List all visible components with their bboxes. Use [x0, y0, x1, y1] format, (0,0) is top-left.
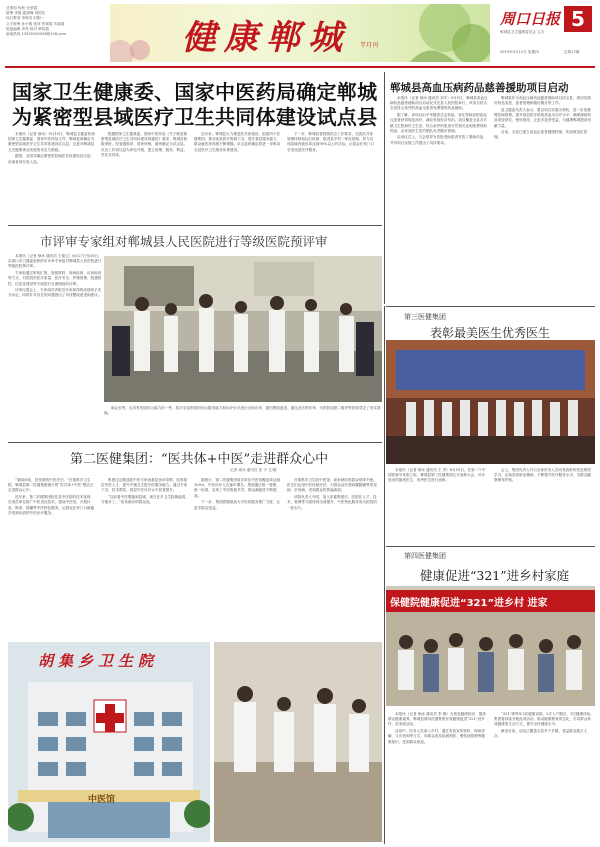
lead-article-col3: 近年来，郸城县大力推进医共体建设，组建四个医健集团，推动优质医疗资源下沉，提升基层服务能力，群众就医获得感不断增强。试点县的确定将进一步推动全县医疗卫生服务体系建设。: [194, 132, 281, 152]
second-col2: 集团还定期选派中医专家到基层坐诊带教，培养基层中医人才，提升乡镇卫生院中医服务能力。通过专家下沉、技术帮扶，基层中医诊疗水平显著提升。 “以前看中医要跑到县城，现在在乡卫生院就能看，方便多了。”前来就诊的群众说。: [101, 478, 189, 505]
award-photo: [386, 340, 595, 464]
hotline: 新闻热线 13592200026@126.com: [6, 32, 66, 37]
review-title: 市评审专家组对郸城县人民医院进行等级医院预评审: [40, 234, 328, 249]
masthead-title: 健康郸城: [182, 18, 350, 58]
hospital-tcm-sign: 中医馆: [88, 795, 116, 805]
promo-banner-text: 保健院健康促进“321”进乡村 进家: [390, 598, 548, 609]
fourth-col2: “321”即每年3次健康讲座、2次入户随访、1次健康体检。集团将持续开展此项活动，推动健康教育常态化，引导群众养成健康的生活方式，提升全民健康水平。 截至目前，活动已覆盖全县多个乡镇，受益群众数万人次。: [494, 712, 594, 739]
hospital-photo: [8, 642, 210, 842]
editor-line: 总策划 杨松 付爱霞: [6, 6, 38, 10]
lead-title-line1: 国家卫生健康委、国家中医药局确定郸城: [12, 80, 378, 104]
review-photo: [104, 256, 382, 402]
second-col3: 据统计，第二医健集团成员单位中医馆覆盖率达到100%，中医诊疗人次逐年增长。集团通过统一管理、统一标准，实现了中医资源共享，群众满意度不断提高。 下一步，集团将继续加大中医药服务推广力度，让更多群众受益。: [194, 478, 281, 510]
second-col4: 在胡集乡卫生院中医馆，前来就诊的群众络绎不绝。医生们运用中医传统疗法，为群众治疗颈肩腰腿痛等常见病、多发病，受到群众的普遍欢迎。 该院负责人介绍，加入医健集团后，医院在人才、技术、管理等方面得到全面提升，中医特色服务成为医院的一张名片。: [287, 478, 377, 510]
issue-number: 总第17期: [564, 50, 580, 54]
fourth-title: 健康促进“321”进乡村家庭: [420, 568, 570, 583]
lead-article-col1: 本报讯（记者 徐冰）9月10日，郸城县卫健委收到国家卫生健康委、国家中医药局文件，郸城县被确定为紧密型县域医疗卫生共同体建设试点县，这是对郸城县卫生健康事业发展的肯定与鼓励。 据悉，全国共确定紧密型县域医共体建设试点县，河南省部分县入选。: [8, 132, 95, 164]
third-title: 表彰最美医生优秀医生: [430, 326, 551, 340]
hospital-building: [8, 642, 210, 842]
lead-title-line2: 为紧密型县域医疗卫生共同体建设试点县: [12, 105, 378, 129]
masthead-subtitle: 半月刊: [360, 42, 379, 49]
right-top-col2: 郸城县作为高血压病药品慈善援助项目试点县，将切实做好药品发放、患者管理和随访服务等工作。 县卫健委负责人表示，要以项目实施为契机，进一步加强慢性病管理，提升基层医疗机构高血压诊疗水平，确保援助药品发放到位、使用规范，让更多患者受益，为健康郸城建设贡献力量。 目前，全县已建立高血压患者健康档案，实现规范化管理。: [494, 96, 592, 140]
right-top-bottom-rule: [386, 306, 595, 307]
review-text: 本报讯（记者 徐冰 通讯员 王德文）8月27日至28日，由周口市卫健委组织的市评审专家组对郸城县人民医院进行等级医院预评审。 专家组通过听取汇报、查阅资料、现场检查、访谈座谈等方式，对医院的医疗质量、医疗安全、护理管理、院感防控、信息化建设等方面进行全面细致的评审。 评审反馈会上，专家组对该院近年来取得的成绩给予充分肯定，同时针对存在的问题提出了具体整改意见和建议。: [8, 254, 102, 298]
award-scene: [386, 340, 595, 464]
right-top-col1: 本报讯（记者 徐冰 通讯员 刘丰）9月5日，郸城县高血压病药品慈善援助项目启动仪式在县人民医院举行，该项目将为全县符合条件的高血压患者免费提供药品援助。 据了解，该项目由中华慈善总会发起，旨在帮助贫困高血压患者获得规范治疗，减轻家庭经济负担。项目覆盖全县各乡镇卫生院和村卫生室，符合条件的患者可凭相关证明免费领取药品，由家庭医生签约团队负责随访管理。 启动仪式上，与会领导为首批受助患者发放了援助药品，并对项目实施工作提出了具体要求。: [390, 96, 488, 145]
column-divider-2: [384, 306, 385, 844]
third-kicker: 第三医健集团: [404, 313, 446, 321]
clinic-scene: [214, 642, 382, 842]
lead-article-col4: 下一步，郸城县将按照试点工作要求，完善医共体管理体制和运行机制，推进县乡村一体化管理，努力实现县域内就诊率达到90%以上的目标，让群众在家门口享受优质医疗服务。: [287, 132, 375, 152]
page-number: 5: [564, 6, 592, 32]
second-byline: 记者 徐冰 通讯员 张 平 文/图: [230, 468, 277, 472]
issue-date: 2019年9月12日 星期四: [500, 50, 539, 54]
paper-name: 周口日报: [500, 10, 561, 28]
review-caption: 副会长等，也具有医院综合能力的一些，将对全县医院的综合服务能力和诊疗水平进行全面评审，提出整改意见。通过此次预评审，为医院创建二级甲等医院奠定了坚实基础。: [104, 406, 381, 416]
fourth-kicker: 第四医健集团: [404, 552, 446, 560]
third-bottom-rule: [386, 546, 595, 547]
editor-line: 组版编辑 李昂 校对 韩培霞: [6, 26, 49, 31]
right-top-title: 郸城县高血压病药品慈善援助项目启动: [390, 82, 569, 94]
paper-sub: 郸城县卫生健康委员会 主办: [500, 30, 545, 34]
third-col1: 本报讯（记者 徐冰 通讯员 王 青）8月19日，在第二个中国医师节来临之际，郸城县第三医健集团召开表彰大会，对评选出的最美医生、优秀医生进行表彰。: [388, 468, 486, 483]
section-rule: [8, 225, 382, 226]
editor-line: 统筹 李德 霍建峰 刘国庆: [6, 11, 46, 16]
section-rule-2: [8, 442, 382, 443]
second-title: 第二医健集团：“医共体+中医”走进群众心中: [70, 452, 329, 467]
second-col1: “望闻问切，是传统的中医疗法。”在胡集乡卫生院，郸城县第二医健集团推行的“医共体+中医”模式正走进群众心中。 近年来，第二医健集团依托县中医院的技术优势，在成员单位推广中医适宜技术，建设中医馆，开展针灸、推拿、拔罐等中医特色服务，让群众在家门口就能享受到优质的中医诊疗服务。: [8, 478, 95, 515]
hospital-sign: 胡集乡卫生院: [38, 652, 159, 670]
lead-article-col2: 根据国家卫生健康委、国家中医药局《关于推进紧密型县域医疗卫生共同体建设的通知》要求，郸城县积极申报，经省级推荐、国家审核，最终确定为试点县。试点工作将以县为单位开展，建立管理、服务、利益、责任共同体。: [101, 132, 188, 157]
column-divider: [384, 72, 385, 304]
masthead-rule: [5, 66, 595, 68]
editor-line: 执行策划 李海英 时刚一: [6, 16, 45, 21]
masthead-editors: [6, 6, 106, 37]
clinic-photo: [214, 642, 382, 842]
fourth-col1: 本报讯（记者 徐冰 通讯员 李 静）为普及健康知识，提高群众健康素养，郸城县第四医健集团开展健康促进“321”进乡村、进家庭活动。 活动中，医务人员深入乡村，通过发放宣传资料、现场讲解、义诊咨询等方式，向群众普及疾病预防、慢性病管理等健康知识，受到群众欢迎。: [388, 712, 486, 744]
third-col2: 会上，集团负责人号召全体医务人员向受表彰的先进典型学习，弘扬崇高职业精神，不断提升医疗服务水平，为群众健康保驾护航。: [494, 468, 592, 483]
health-promo-photo: [386, 586, 595, 706]
editor-line: 文字统筹 孙小明 张萍 张翠霞 朱丽莉: [6, 21, 65, 26]
masthead-banner: [110, 4, 490, 62]
review-photo-scene: [104, 256, 382, 402]
promo-crowd: [386, 612, 595, 706]
